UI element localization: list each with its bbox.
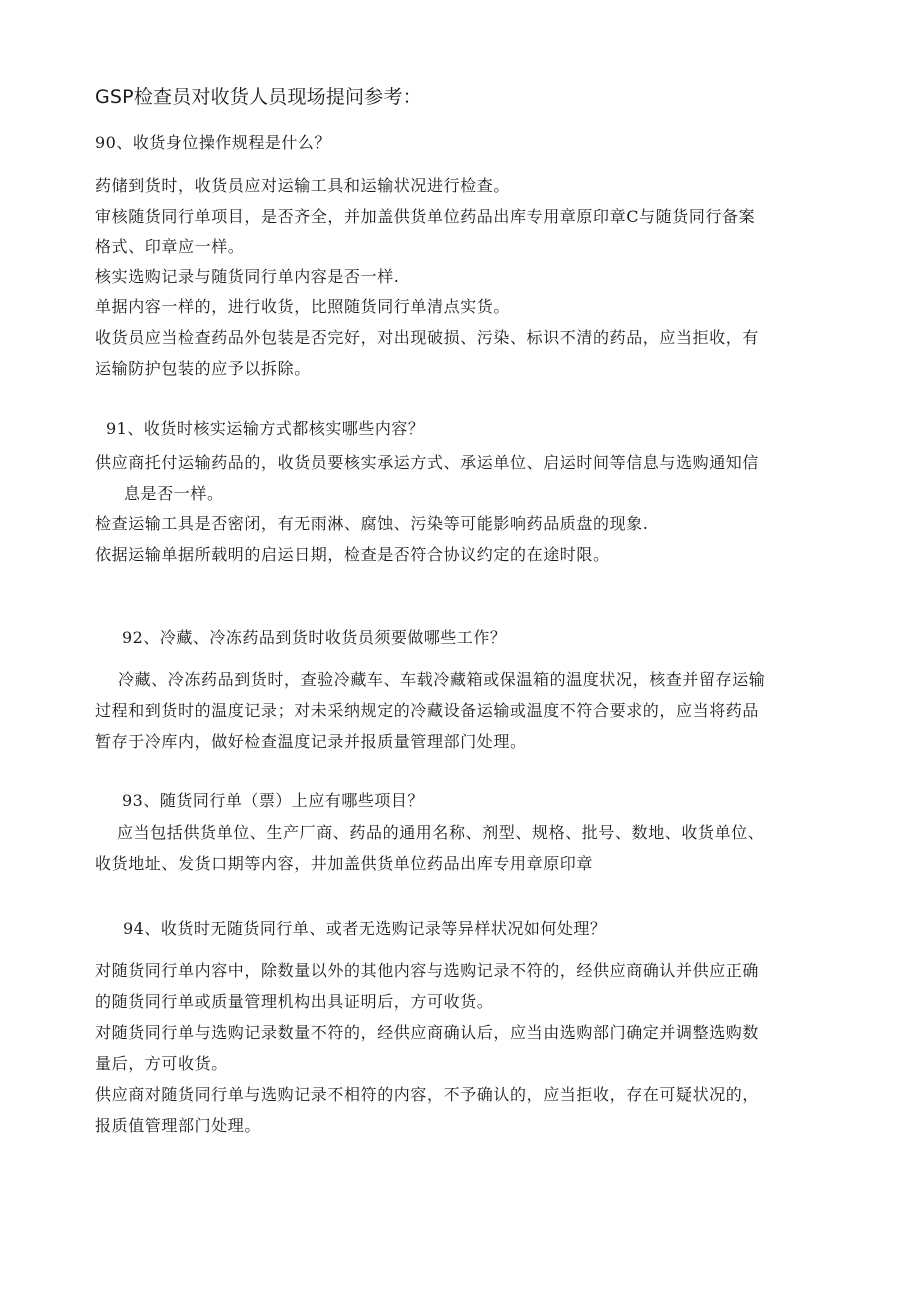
answer-90-line-5: 单据内容一样的，进行收货，比照随货同行单清点实货。 — [95, 297, 511, 316]
question-91: 91、收货时核实运输方式都核实哪些内容？ — [106, 419, 425, 438]
answer-90-line-2: 审核随货同行单项目，是否齐全，并加盖供货单位药品出库专用章原印章C与随货同行备案 — [95, 207, 756, 226]
answer-94-line-5: 供应商对随货同行单与选购记录不相符的内容，不予确认的，应当拒收，存在可疑状况的， — [95, 1085, 760, 1104]
question-92: 92、冷藏、冷冻药品到货时收货员须要做哪些工作？ — [122, 628, 507, 647]
answer-90-line-3: 格式、印章应一样。 — [95, 237, 245, 256]
answer-91-line-2: 息是否一样。 — [124, 484, 224, 503]
answer-94-line-4: 量后，方可收货。 — [95, 1054, 228, 1073]
answer-91-line-3: 检查运输工具是否密闭，有无雨淋、腐蚀、污染等可能影响药品质盘的现象. — [95, 514, 649, 533]
answer-90-line-1: 药储到货时，收货员应对运输工具和运输状况进行检查。 — [95, 176, 511, 195]
answer-93-line-1: 应当包括供货单位、生产厂商、药品的通用名称、剂型、规格、批号、数地、收货单位、 — [117, 823, 765, 842]
question-93: 93、随货同行单（票）上应有哪些项目？ — [122, 791, 424, 810]
answer-92-line-3: 暂存于冷库内，做好检查温度记录并报质量管理部门处理。 — [95, 732, 527, 751]
answer-94-line-6: 报质值管理部门处理。 — [95, 1116, 262, 1135]
answer-92-line-2: 过程和到货时的温度记录；对未采纳规定的冷藏设备运输或温度不符合要求的，应当将药品 — [95, 701, 760, 720]
answer-93-line-2: 收货地址、发货口期等内容，井加盖供货单位药品出库专用章原印章 — [95, 854, 594, 873]
answer-92-line-1: 冷藏、冷冻药品到货时，查验冷藏车、车载冷藏箱或保温箱的温度状况，核查并留存运输 — [118, 670, 766, 689]
answer-94-line-1: 对随货同行单内容中，除数量以外的其他内容与选购记录不符的，经供应商确认并供应正确 — [95, 961, 760, 980]
answer-94-line-3: 对随货同行单与选购记录数量不符的，经供应商确认后，应当由选购部门确定并调整选购数 — [95, 1023, 760, 1042]
question-90: 90、收货身位操作规程是什么？ — [95, 133, 331, 152]
question-94: 94、收货时无随货同行单、或者无选购记录等异样状况如何处理？ — [123, 919, 607, 938]
answer-91-line-4: 依据运输单据所载明的启运日期，检查是否符合协议约定的在途时限。 — [95, 545, 610, 564]
answer-90-line-4: 核实选购记录与随货同行单内容是否一样. — [95, 267, 400, 286]
answer-90-line-7: 运输防护包装的应予以拆除。 — [95, 359, 311, 378]
answer-90-line-6: 收货员应当检查药品外包装是否完好，对出现破损、污染、标识不清的药品，应当拒收，有 — [95, 328, 760, 347]
document-title: GSP检查员对收货人员现场提问参考： — [95, 86, 422, 108]
answer-94-line-2: 的随货同行单或质量管理机构出具证明后，方可收货。 — [95, 992, 494, 1011]
answer-91-line-1: 供应商托付运输药品的，收货员要核实承运方式、承运单位、启运时间等信息与选购通知信 — [95, 453, 760, 472]
